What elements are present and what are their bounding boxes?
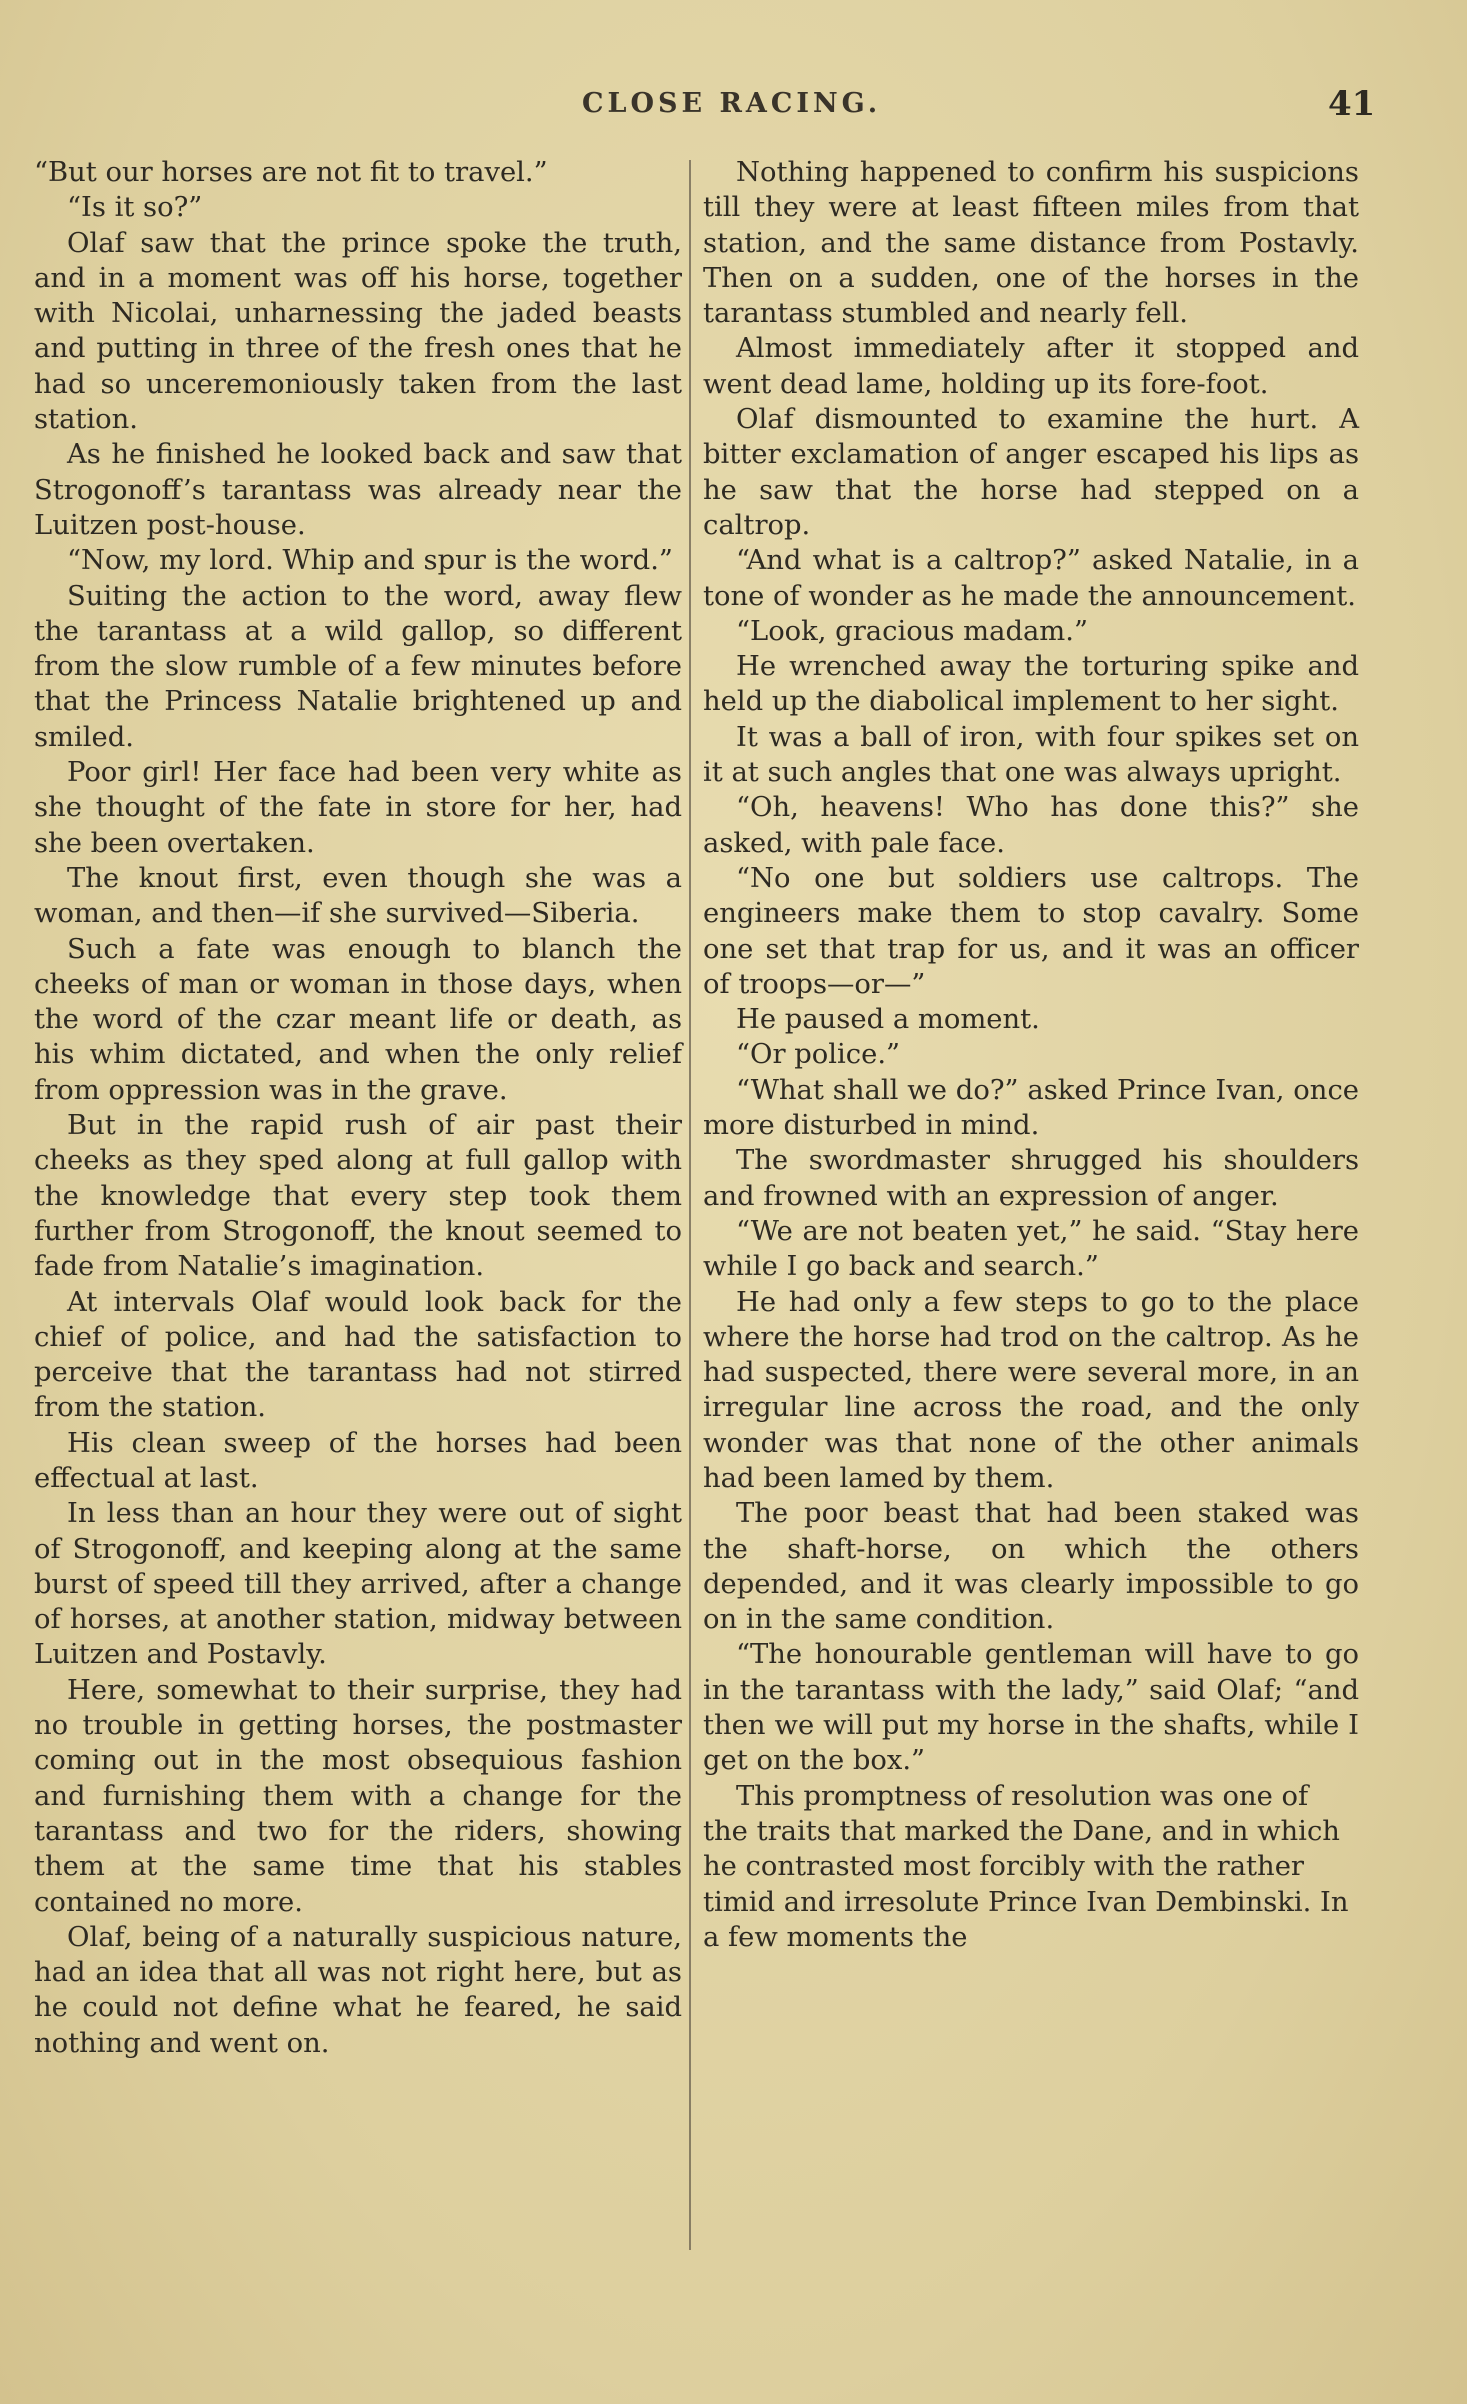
paragraph: Olaf dismounted to examine the hurt. A bitter exclamation of anger escaped his lips as he saw that the horse had stepped on a caltrop.: [703, 404, 1359, 541]
paragraph: He paused a moment.: [736, 1004, 1040, 1036]
paragraph: As he finished he looked back and saw that Strogonoff’s tarantass was already near the Luitzen post-house.: [34, 439, 682, 541]
paragraph: “The honourable gentleman will have to go in the tarantass with the lady,” said Olaf; “and then we will put my horse in the shafts, while I get on the box.”: [703, 1639, 1359, 1777]
paragraph: “We are not beaten yet,” he said. “Stay here while I go back and search.”: [703, 1215, 1359, 1283]
left-column: [34, 155, 682, 2061]
paragraph: “Is it so?”: [67, 192, 203, 224]
paragraph: Nothing happened to confirm his suspicions till they were at least fifteen miles from that station, and the same distance from Postavly. Then on a sudden, one of the horses in the tarantass stumbled and nearly fell.: [703, 157, 1359, 330]
paragraph: But in the rapid rush of air past their cheeks as they sped along at full gallop with the knowledge that every step took them further from Strogonoff, the knout seemed to fade from Natalie’s imagination.: [34, 1110, 682, 1283]
paragraph: It was a ball of iron, with four spikes set on it at such angles that one was always upright.: [703, 721, 1359, 789]
running-head: [0, 84, 1467, 128]
paragraph: “But our horses are not fit to travel.”: [34, 157, 548, 188]
paragraph: Here, somewhat to their surprise, they had no trouble in getting horses, the postmaster coming out in the most obsequious fashion and furnishing them with a change for the tarantass and two for the riders, showing them at the same time that his stables contained no more.: [34, 1674, 682, 1918]
paragraph: He had only a few steps to go to the place where the horse had trod on the caltrop. As he had suspected, there were several more, in an irregular line across the road, and the only wonder was that none of the other animals had been lamed by them.: [703, 1286, 1359, 1494]
paragraph: “What shall we do?” asked Prince Ivan, once more disturbed in mind.: [703, 1074, 1359, 1142]
paragraph: Almost immediately after it stopped and went dead lame, holding up its fore-foot.: [703, 333, 1359, 400]
paragraph: “Look, gracious madam.”: [736, 615, 1088, 647]
paragraph: Olaf, being of a naturally suspicious nature, had an idea that all was not right here, but as he could not define what he feared, he said nothing and went on.: [34, 1921, 682, 2059]
paragraph: The knout first, even though she was a woman, and then—if she survived—Siberia.: [34, 862, 682, 930]
paragraph: Olaf saw that the prince spoke the truth, and in a moment was off his horse, together with Nicolai, unharnessing the jaded beasts and putting in three of the fresh ones that he had so unceremoniously taken from the last station.: [34, 227, 682, 436]
paragraph: Poor girl! Her face had been very white as she thought of the fate in store for her, had she been overtaken.: [34, 757, 682, 859]
paragraph: Such a fate was enough to blanch the cheeks of man or woman in those days, when the word of the czar meant life or death, as his whim dictated, and when the only relief from oppression was in the grave.: [34, 933, 682, 1106]
paragraph: “Or police.”: [736, 1039, 901, 1071]
paragraph: This promptness of resolution was one of the traits that marked the Dane, and in which he contrasted most forcibly with the rather timid and irresolute Prince Ivan Dembinski. In a few moments the: [703, 1780, 1349, 1953]
paragraph: “Oh, heavens! Who has done this?” she asked, with pale face.: [703, 792, 1359, 859]
paragraph: His clean sweep of the horses had been effectual at last.: [34, 1427, 682, 1494]
right-column: [703, 155, 1359, 1955]
paragraph: “Now, my lord. Whip and spur is the word.”: [67, 545, 673, 577]
paragraph: “No one but soldiers use caltrops. The engineers make them to stop cavalry. Some one set that trap for us, and it was an officer of troops—or—”: [703, 862, 1359, 1000]
running-title: CLOSE RACING.: [582, 88, 882, 119]
column-divider: [689, 160, 691, 2250]
paragraph: Suiting the action to the word, away flew the tarantass at a wild gallop, so different from the slow rumble of a few minutes before that the Princess Natalie brightened up and smiled.: [34, 580, 682, 753]
paragraph: He wrenched away the torturing spike and held up the diabolical implement to her sight.: [703, 651, 1359, 718]
paragraph: The swordmaster shrugged his shoulders and frowned with an expression of anger.: [703, 1145, 1359, 1212]
paragraph: The poor beast that had been staked was the shaft-horse, on which the others depended, and it was clearly impossible to go on in the same condition.: [703, 1498, 1359, 1636]
page-number: 41: [1328, 84, 1376, 124]
paragraph: In less than an hour they were out of sight of Strogonoff, and keeping along at the same burst of speed till they arrived, after a change of horses, at another station, midway between Luitzen and Postavly.: [34, 1498, 682, 1671]
paragraph: “And what is a caltrop?” asked Natalie, in a tone of wonder as he made the announcement.: [703, 545, 1359, 612]
paragraph: At intervals Olaf would look back for the chief of police, and had the satisfaction to perceive that the tarantass had not stirred from the station.: [34, 1286, 682, 1424]
